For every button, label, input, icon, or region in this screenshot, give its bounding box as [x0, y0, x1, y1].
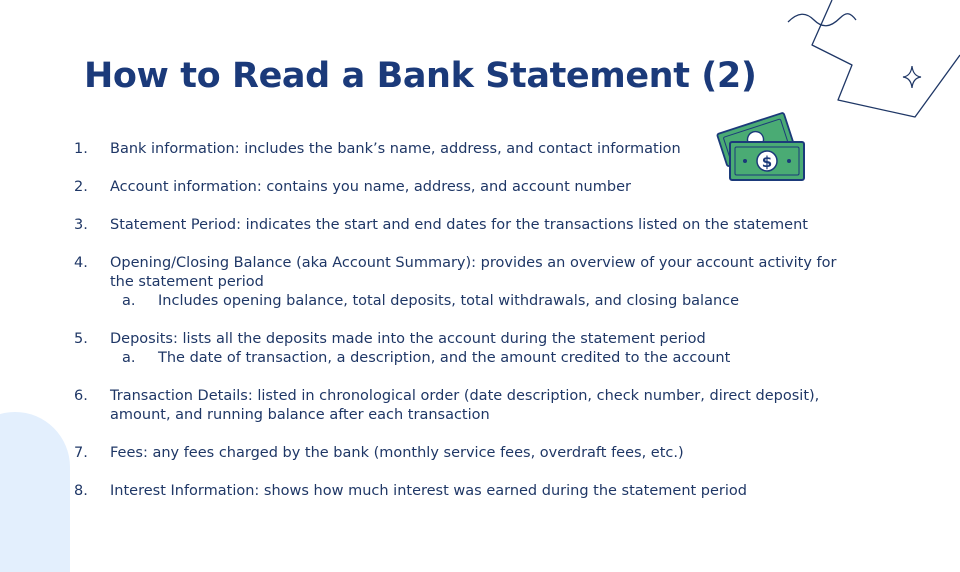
list-item: [0, 387, 840, 425]
list-item: [0, 330, 840, 349]
item-number: 7.: [74, 445, 88, 461]
item-text: Transaction Details: listed in chronological order (date description, check number, direct deposit), amount, and running balance after each transaction: [110, 388, 820, 423]
item-number: 2.: [74, 179, 88, 195]
item-number: 4.: [74, 255, 88, 271]
sub-item-text: Includes opening balance, total deposits, total withdrawals, and closing balance: [158, 293, 740, 309]
item-text: Bank information: includes the bank’s name, address, and contact information: [110, 141, 681, 157]
sub-item-letter: a.: [122, 350, 136, 366]
list-item: [0, 178, 840, 197]
item-number: 6.: [74, 388, 88, 404]
sub-list-item: [0, 292, 838, 311]
item-text: Deposits: lists all the deposits made into the account during the statement period: [110, 331, 706, 347]
svg-text:$: $: [761, 153, 773, 171]
item-text: Fees: any fees charged by the bank (monthly service fees, overdraft fees, etc.): [110, 445, 684, 461]
list-item: [0, 140, 840, 159]
statement-items-list: [0, 140, 900, 501]
sparkle-icon: [903, 66, 921, 88]
item-text: Account information: contains you name, address, and account number: [110, 179, 631, 195]
item-number: 5.: [74, 331, 88, 347]
item-text: Statement Period: indicates the start and end dates for the transactions listed on the statement: [110, 217, 808, 233]
sub-item-letter: a.: [122, 293, 136, 309]
slide-title: How to Read a Bank Statement (2): [84, 56, 757, 96]
list-item: [0, 254, 840, 292]
list-item: [0, 482, 840, 501]
item-number: 1.: [74, 141, 88, 157]
list-item: [0, 444, 840, 463]
item-number: 8.: [74, 483, 88, 499]
item-text: Opening/Closing Balance (aka Account Summary): provides an overview of your account activity for the statement period: [110, 255, 837, 290]
list-item: [0, 216, 840, 235]
item-text: Interest Information: shows how much interest was earned during the statement period: [110, 483, 747, 499]
item-number: 3.: [74, 217, 88, 233]
sub-item-text: The date of transaction, a description, and the amount credited to the account: [158, 350, 731, 366]
sub-list-item: [0, 349, 838, 368]
